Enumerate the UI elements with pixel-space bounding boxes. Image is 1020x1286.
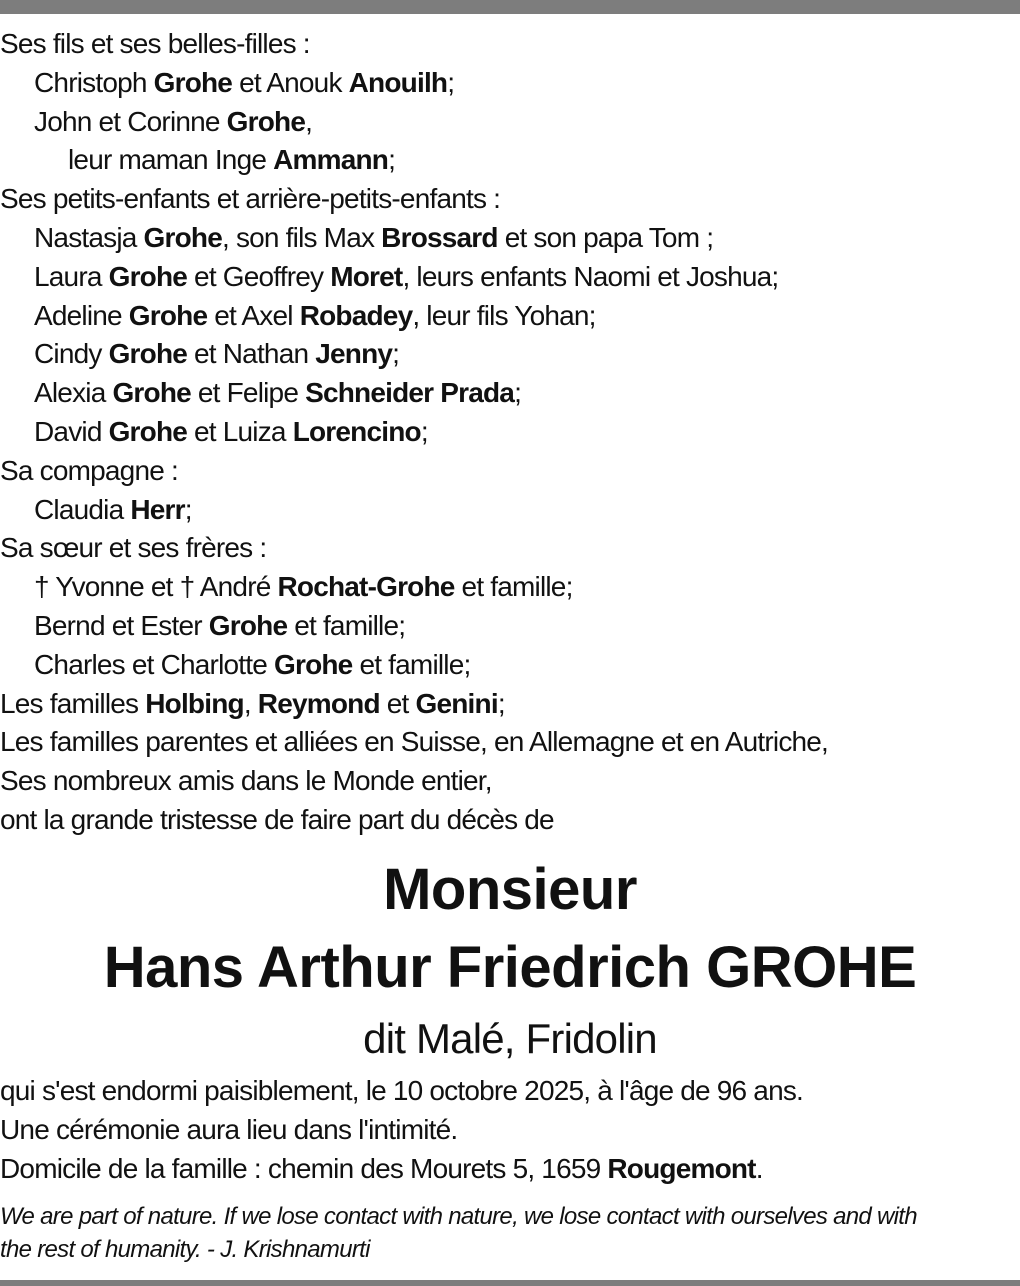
text-span: † Yvonne et † André — [34, 571, 278, 603]
family-line — [0, 685, 505, 724]
family-line — [0, 646, 470, 685]
family-line — [0, 335, 399, 374]
bold-name: Brossard — [381, 222, 498, 253]
text-span: ; — [420, 416, 428, 447]
text-span: Claudia — [34, 493, 131, 525]
text-span: Les familles parentes et alliées en Suisse, en Allemagne et en Autriche, — [0, 726, 829, 758]
family-line — [0, 103, 312, 142]
bold-name: Grohe — [108, 416, 188, 447]
text-span: , son fils Max — [222, 222, 382, 253]
text-span: Charles et Charlotte — [34, 648, 274, 680]
quote-line: the rest of humanity. - J. Krishnamurti — [0, 1236, 370, 1263]
bold-name: Grohe — [128, 299, 208, 331]
text-span: Sa compagne : — [0, 454, 178, 486]
bold-name: Schneider Prada — [305, 377, 515, 409]
text-span: Domicile de la famille : chemin des Mourets 5, 1659 — [0, 1152, 608, 1184]
detail-line — [0, 1072, 803, 1111]
text-span: ont la grande tristesse de faire part du décès de — [0, 804, 554, 835]
text-span: ; — [388, 144, 396, 176]
text-span: et Luiza — [187, 416, 293, 447]
bold-name: Rochat-Grohe — [277, 571, 455, 603]
text-span: et Felipe — [190, 377, 306, 409]
detail-line — [0, 1150, 763, 1189]
text-span: Bernd et Ester — [34, 610, 209, 641]
text-span: ; — [447, 66, 455, 98]
family-line — [0, 64, 454, 103]
text-span: et — [379, 687, 416, 719]
text-span: John et Corinne — [34, 105, 227, 137]
text-span: et famille; — [287, 610, 406, 641]
family-line — [0, 413, 428, 452]
bold-name: Grohe — [208, 610, 288, 641]
text-span: ; — [514, 377, 522, 409]
bold-name: Anouilh — [348, 66, 448, 98]
text-span: Les familles — [0, 687, 146, 719]
bold-name: Genini — [415, 687, 498, 719]
family-line — [0, 374, 521, 413]
family-line — [0, 801, 554, 840]
text-span: . — [755, 1152, 763, 1184]
family-line — [0, 297, 596, 336]
deceased-alias: dit Malé, Fridolin — [363, 1015, 657, 1062]
text-span: qui s'est endormi paisiblement, le 10 octobre 2025, à l'âge de 96 ans. — [0, 1075, 804, 1106]
text-span: , leur fils Yohan; — [412, 299, 596, 331]
family-line — [0, 141, 395, 180]
text-span: et famille; — [454, 571, 573, 603]
text-span: et Nathan — [187, 338, 316, 370]
text-span: ; — [392, 338, 400, 370]
text-span: Adeline — [34, 299, 129, 331]
family-line — [0, 452, 178, 491]
family-line — [0, 529, 266, 568]
family-line — [0, 723, 828, 762]
family-line — [0, 568, 573, 607]
text-span: , — [243, 687, 258, 719]
text-span: Laura — [34, 260, 109, 292]
text-span: et famille; — [352, 648, 471, 680]
text-span: Cindy — [34, 338, 109, 370]
text-span: et Anouk — [232, 66, 349, 98]
text-span: Nastasja — [34, 222, 144, 253]
text-span: et Axel — [207, 299, 300, 331]
family-line — [0, 491, 192, 530]
bold-name: Grohe — [108, 338, 188, 370]
bold-name: Herr — [130, 493, 185, 525]
bold-name: Grohe — [153, 66, 233, 98]
bold-name: Holbing — [145, 687, 244, 719]
text-span: Une cérémonie aura lieu dans l'intimité. — [0, 1113, 458, 1145]
text-span: et Geoffrey — [187, 260, 331, 292]
text-span: Ses nombreux amis dans le Monde entier, — [0, 765, 492, 797]
family-line — [0, 258, 778, 297]
family-line — [0, 219, 713, 258]
bold-name: Moret — [330, 260, 403, 292]
bold-name: Reymond — [257, 687, 380, 719]
text-span: Sa sœur et ses frères : — [0, 532, 267, 564]
text-span: Ses fils et ses belles-filles : — [0, 28, 310, 59]
bold-name: Grohe — [112, 377, 191, 409]
bottom-rule — [0, 1280, 1020, 1286]
family-line — [0, 607, 405, 646]
text-span: Alexia — [34, 377, 113, 409]
family-line — [0, 180, 500, 219]
family-line — [0, 25, 310, 64]
bold-name: Ammann — [273, 144, 389, 176]
quote — [0, 1200, 1020, 1266]
bold-name: Jenny — [315, 338, 393, 370]
detail-line — [0, 1111, 457, 1150]
text-span: , — [305, 105, 313, 137]
bold-name: Lorencino — [292, 416, 421, 447]
text-span: Ses petits-enfants et arrière-petits-enfants : — [0, 183, 501, 215]
text-span: et son papa Tom ; — [497, 222, 714, 253]
top-rule — [0, 0, 1020, 14]
deceased-honorific: Monsieur — [383, 857, 637, 922]
bold-name: Rougemont — [607, 1152, 756, 1184]
family-line — [0, 762, 492, 801]
bold-name: Grohe — [108, 260, 188, 292]
bold-name: Grohe — [274, 648, 353, 680]
text-span: ; — [497, 687, 505, 719]
bold-name: Grohe — [226, 105, 306, 137]
text-span: Christoph — [34, 66, 154, 98]
bold-name: Robadey — [299, 299, 413, 331]
text-span: leur maman Inge — [68, 144, 274, 176]
quote-line: We are part of nature. If we lose contact with nature, we lose contact with ourselves and with — [0, 1203, 917, 1230]
deceased-name: Hans Arthur Friedrich GROHE — [103, 935, 917, 1000]
text-span: David — [34, 416, 109, 447]
text-span: ; — [184, 493, 192, 525]
bold-name: Grohe — [143, 222, 222, 253]
text-span: , leurs enfants Naomi et Joshua; — [402, 260, 779, 292]
